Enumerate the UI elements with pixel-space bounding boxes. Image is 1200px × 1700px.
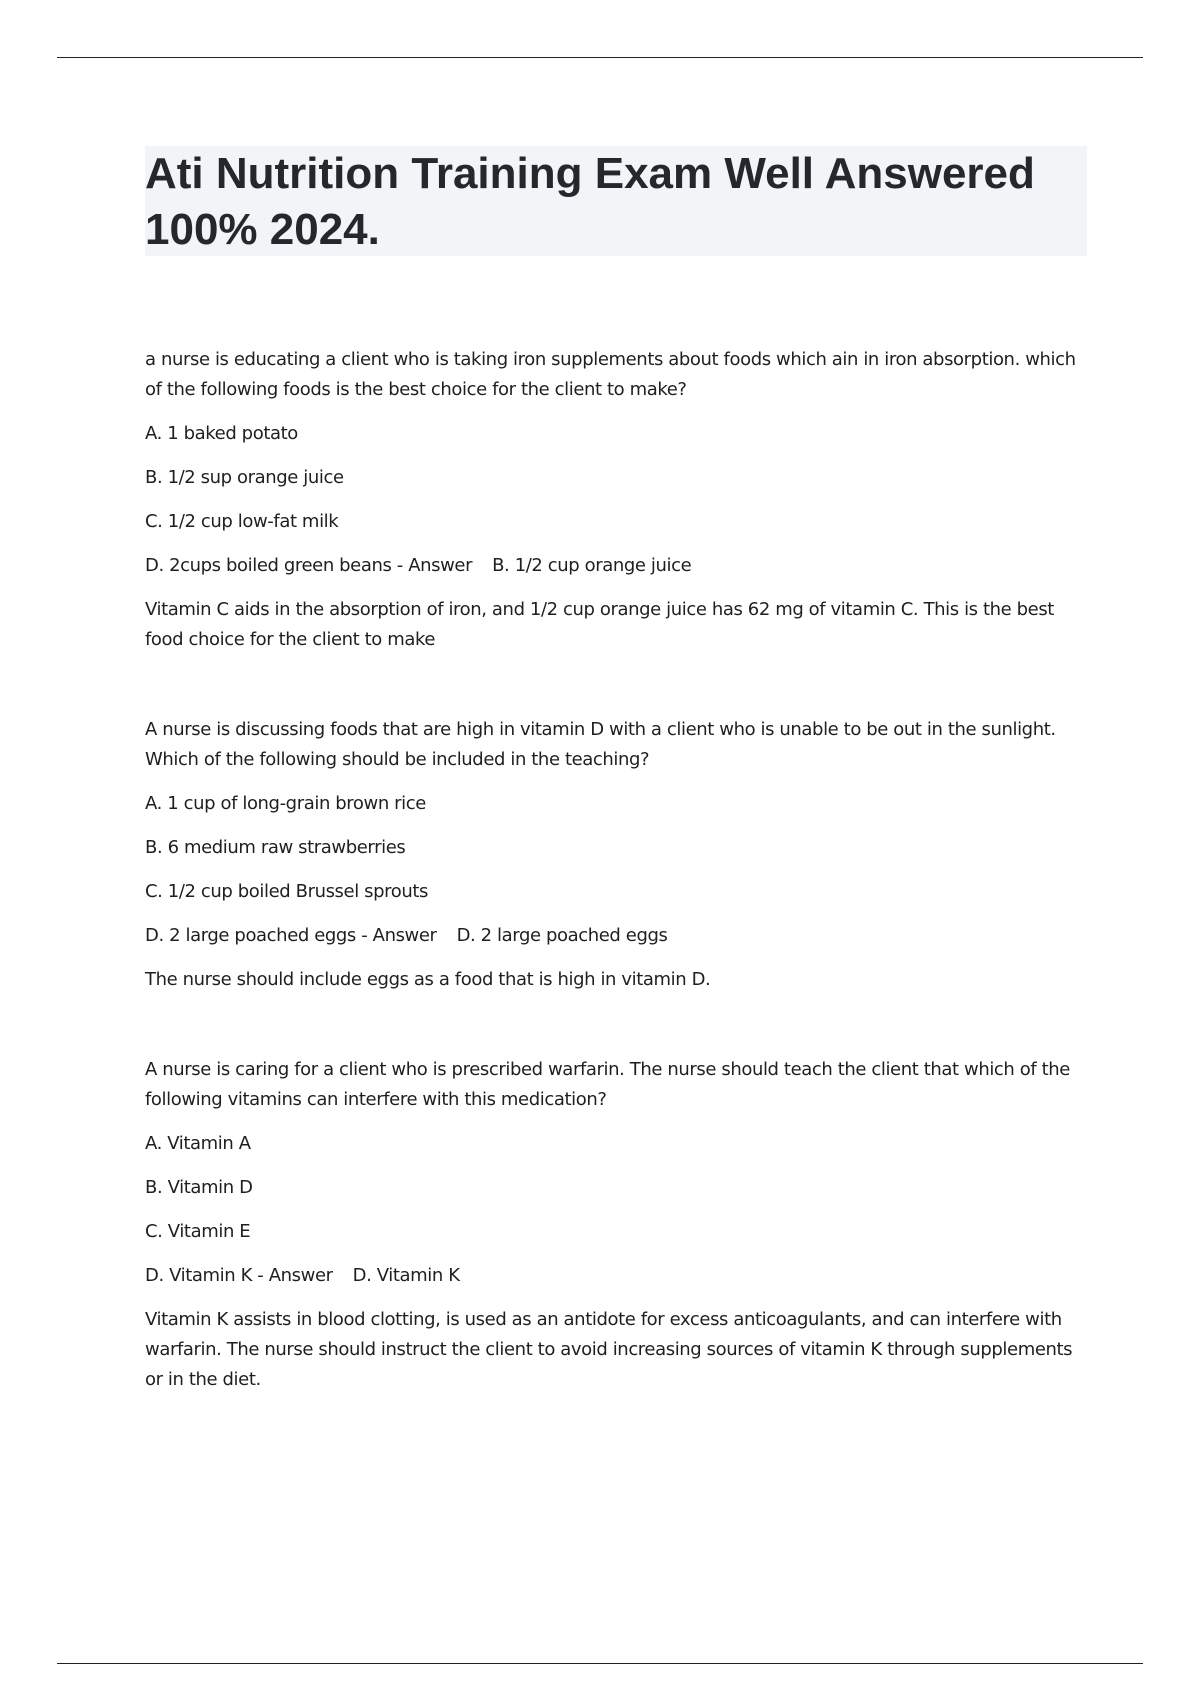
title-banner [145, 146, 1087, 256]
document-body [145, 345, 1095, 1395]
bottom-rule [57, 1663, 1143, 1664]
rationale-text: Vitamin C aids in the absorption of iron, and 1/2 cup orange juice has 62 mg of vitamin C. This is the best food choice for the client to make [145, 599, 1054, 650]
option-d: D. 2cups boiled green beans - Answer [145, 555, 473, 576]
rationale-text: Vitamin K assists in blood clotting, is used as an antidote for excess anticoagulants, and can interfere with warfarin. The nurse should instruct the client to avoid increasing sources of vitamin K through supplements or in the diet. [145, 1309, 1073, 1390]
option-b: B. 6 medium raw strawberries [145, 837, 406, 858]
option-d: D. 2 large poached eggs - Answer [145, 925, 437, 946]
option-d-answer-line [145, 551, 1095, 581]
rationale-text: The nurse should include eggs as a food that is high in vitamin D. [145, 969, 711, 990]
question-text: A nurse is discussing foods that are high in vitamin D with a client who is unable to be out in the sunlight. Which of the following should be included in the teaching? [145, 719, 1056, 770]
question-block-3 [145, 1055, 1095, 1395]
correct-answer: D. 2 large poached eggs [456, 925, 668, 946]
top-rule [57, 57, 1143, 58]
question-block-1 [145, 345, 1095, 655]
option-c: C. 1/2 cup low-fat milk [145, 511, 339, 532]
question-text: A nurse is caring for a client who is prescribed warfarin. The nurse should teach the client that which of the following vitamins can interfere with this medication? [145, 1059, 1070, 1110]
correct-answer: B. 1/2 cup orange juice [492, 555, 692, 576]
option-b: B. Vitamin D [145, 1177, 253, 1198]
document-title: Ati Nutrition Training Exam Well Answered 100% 2024. [145, 149, 1035, 254]
option-d-answer-line [145, 1261, 1095, 1291]
option-b: B. 1/2 sup orange juice [145, 467, 344, 488]
correct-answer: D. Vitamin K [352, 1265, 460, 1286]
option-d-answer-line [145, 921, 1095, 951]
option-a: A. 1 cup of long-grain brown rice [145, 793, 426, 814]
option-a: A. 1 baked potato [145, 423, 298, 444]
question-text: a nurse is educating a client who is taking iron supplements about foods which ain in iron absorption. which of the following foods is the best choice for the client to make? [145, 349, 1076, 400]
option-d: D. Vitamin K - Answer [145, 1265, 333, 1286]
option-c: C. 1/2 cup boiled Brussel sprouts [145, 881, 428, 902]
option-a: A. Vitamin A [145, 1133, 251, 1154]
question-block-2 [145, 715, 1095, 995]
option-c: C. Vitamin E [145, 1221, 251, 1242]
